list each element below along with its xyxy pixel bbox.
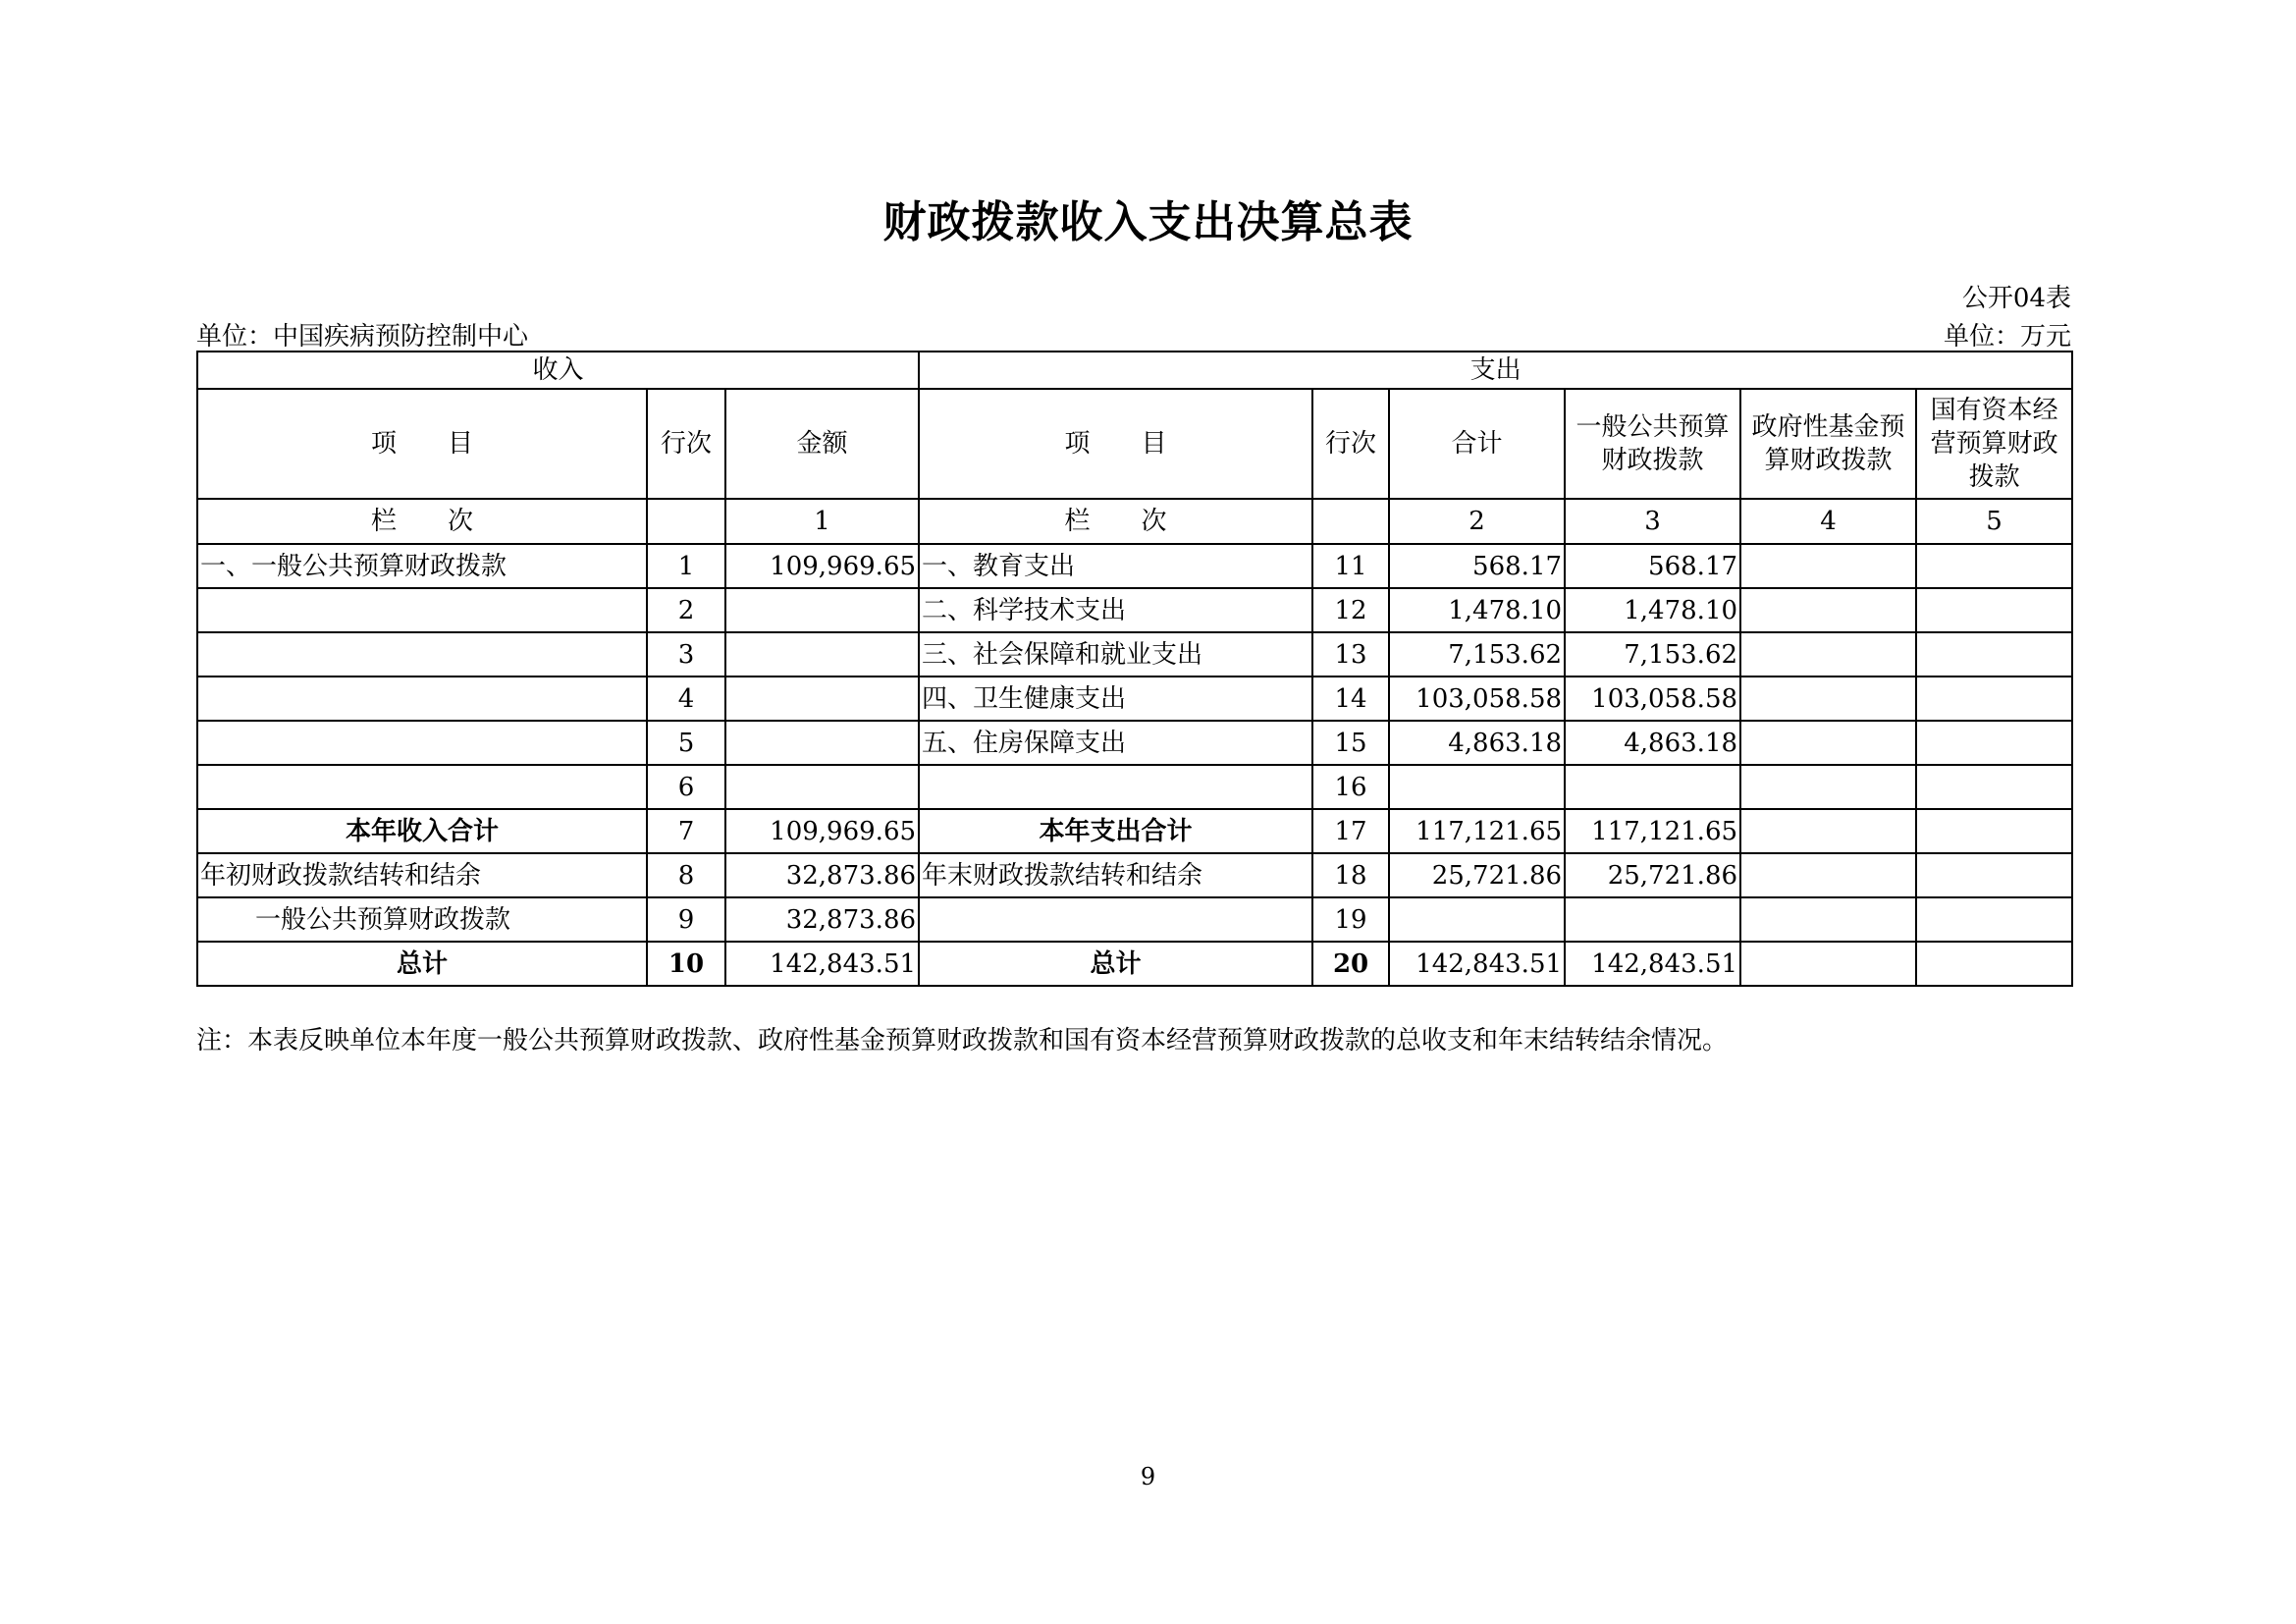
income-item (197, 632, 647, 677)
income-row-no: 7 (647, 809, 725, 853)
income-item: 一般公共预算财政拨款 (197, 897, 647, 942)
expense-row-no: 15 (1312, 721, 1389, 765)
income-amount: 142,843.51 (725, 942, 919, 986)
expense-item: 一、教育支出 (919, 544, 1312, 588)
income-row-no: 2 (647, 588, 725, 632)
header-expense-item: 项 目 (919, 389, 1312, 499)
lanci-col-1: 1 (725, 499, 919, 544)
header-income-item: 项 目 (197, 389, 647, 499)
income-amount (725, 721, 919, 765)
expense-state (1916, 765, 2072, 809)
income-item: 一、一般公共预算财政拨款 (197, 544, 647, 588)
expense-general (1565, 765, 1740, 809)
expense-item (919, 765, 1312, 809)
expense-total (1389, 897, 1565, 942)
expense-item: 三、社会保障和就业支出 (919, 632, 1312, 677)
table-row (197, 721, 2072, 765)
header-expense-total: 合计 (1389, 389, 1565, 499)
expense-row-no: 17 (1312, 809, 1389, 853)
table-row (197, 765, 2072, 809)
income-row-no: 4 (647, 677, 725, 721)
expense-general: 568.17 (1565, 544, 1740, 588)
expense-item: 五、住房保障支出 (919, 721, 1312, 765)
income-amount: 109,969.65 (725, 544, 919, 588)
income-item: 总计 (197, 942, 647, 986)
lanci-label-expense: 栏 次 (919, 499, 1312, 544)
income-amount (725, 677, 919, 721)
expense-state (1916, 897, 2072, 942)
income-row-no: 5 (647, 721, 725, 765)
table-row (197, 853, 2072, 897)
table-row (197, 544, 2072, 588)
income-amount (725, 765, 919, 809)
header-state-capital: 国有资本经营预算财政拨款 (1916, 389, 2072, 499)
income-row-no: 9 (647, 897, 725, 942)
table-row (197, 588, 2072, 632)
lanci-empty (647, 499, 725, 544)
income-item: 本年收入合计 (197, 809, 647, 853)
expense-item: 四、卫生健康支出 (919, 677, 1312, 721)
income-row-no: 10 (647, 942, 725, 986)
table-row (197, 677, 2072, 721)
expense-fund (1740, 942, 1916, 986)
income-row-no: 6 (647, 765, 725, 809)
expense-general (1565, 897, 1740, 942)
expense-item: 年末财政拨款结转和结余 (919, 853, 1312, 897)
expense-item (919, 897, 1312, 942)
expense-total: 4,863.18 (1389, 721, 1565, 765)
lanci-col-3: 3 (1565, 499, 1740, 544)
expense-fund (1740, 588, 1916, 632)
expense-fund (1740, 809, 1916, 853)
expense-state (1916, 853, 2072, 897)
expense-total: 25,721.86 (1389, 853, 1565, 897)
expense-general: 142,843.51 (1565, 942, 1740, 986)
expense-item: 本年支出合计 (919, 809, 1312, 853)
expense-general: 1,478.10 (1565, 588, 1740, 632)
expense-total: 7,153.62 (1389, 632, 1565, 677)
table-code: 公开04表 (1961, 284, 2071, 313)
expense-general: 103,058.58 (1565, 677, 1740, 721)
expense-row-no: 12 (1312, 588, 1389, 632)
expense-total: 103,058.58 (1389, 677, 1565, 721)
expense-row-no: 20 (1312, 942, 1389, 986)
income-item (197, 721, 647, 765)
lanci-label-income: 栏 次 (197, 499, 647, 544)
expense-item: 总计 (919, 942, 1312, 986)
column-index-row (197, 499, 2072, 544)
table-note: 注：本表反映单位本年度一般公共预算财政拨款、政府性基金预算财政拨款和国有资本经营预算财政拨款的总收支和年末结转结余情况。 (196, 1026, 1729, 1056)
table-row (197, 632, 2072, 677)
income-amount: 32,873.86 (725, 897, 919, 942)
expense-general: 25,721.86 (1565, 853, 1740, 897)
lanci-col-4: 4 (1740, 499, 1916, 544)
lanci-empty (1312, 499, 1389, 544)
expense-fund (1740, 544, 1916, 588)
expense-row-no: 19 (1312, 897, 1389, 942)
lanci-col-2: 2 (1389, 499, 1565, 544)
expense-state (1916, 632, 2072, 677)
expense-state (1916, 544, 2072, 588)
header-general-budget: 一般公共预算财政拨款 (1565, 389, 1740, 499)
expense-fund (1740, 897, 1916, 942)
income-item: 年初财政拨款结转和结余 (197, 853, 647, 897)
section-header-row (197, 352, 2072, 389)
expense-general: 7,153.62 (1565, 632, 1740, 677)
expense-state (1916, 809, 2072, 853)
table-row (197, 897, 2072, 942)
income-amount: 32,873.86 (725, 853, 919, 897)
expense-row-no: 14 (1312, 677, 1389, 721)
expense-row-no: 11 (1312, 544, 1389, 588)
header-income-row-no: 行次 (647, 389, 725, 499)
expense-fund (1740, 853, 1916, 897)
income-row-no: 3 (647, 632, 725, 677)
expense-total: 1,478.10 (1389, 588, 1565, 632)
income-item (197, 677, 647, 721)
income-amount: 109,969.65 (725, 809, 919, 853)
expense-row-no: 13 (1312, 632, 1389, 677)
expense-total: 142,843.51 (1389, 942, 1565, 986)
expense-item: 二、科学技术支出 (919, 588, 1312, 632)
income-item (197, 588, 647, 632)
lanci-col-5: 5 (1916, 499, 2072, 544)
column-header-row (197, 389, 2072, 499)
income-item (197, 765, 647, 809)
page-title: 财政拨款收入支出决算总表 (882, 197, 1414, 247)
page-number: 9 (1140, 1463, 1156, 1490)
income-row-no: 1 (647, 544, 725, 588)
expense-section-header: 支出 (919, 352, 2072, 389)
expense-state (1916, 942, 2072, 986)
expense-state (1916, 588, 2072, 632)
expense-row-no: 16 (1312, 765, 1389, 809)
expense-fund (1740, 721, 1916, 765)
header-income-amount: 金额 (725, 389, 919, 499)
expense-total: 568.17 (1389, 544, 1565, 588)
income-section-header: 收入 (197, 352, 919, 389)
expense-state (1916, 677, 2072, 721)
income-amount (725, 632, 919, 677)
income-amount (725, 588, 919, 632)
expense-fund (1740, 765, 1916, 809)
expense-row-no: 18 (1312, 853, 1389, 897)
header-expense-row-no: 行次 (1312, 389, 1389, 499)
unit-currency: 单位：万元 (1943, 322, 2071, 352)
expense-state (1916, 721, 2072, 765)
income-row-no: 8 (647, 853, 725, 897)
expense-general: 4,863.18 (1565, 721, 1740, 765)
expense-fund (1740, 677, 1916, 721)
header-fund-budget: 政府性基金预算财政拨款 (1740, 389, 1916, 499)
expense-total: 117,121.65 (1389, 809, 1565, 853)
table-row (197, 809, 2072, 853)
expense-total (1389, 765, 1565, 809)
table-row (197, 942, 2072, 986)
unit-organization: 单位：中国疾病预防控制中心 (196, 322, 529, 352)
expense-general: 117,121.65 (1565, 809, 1740, 853)
expense-fund (1740, 632, 1916, 677)
appropriation-summary-table (196, 351, 2073, 987)
